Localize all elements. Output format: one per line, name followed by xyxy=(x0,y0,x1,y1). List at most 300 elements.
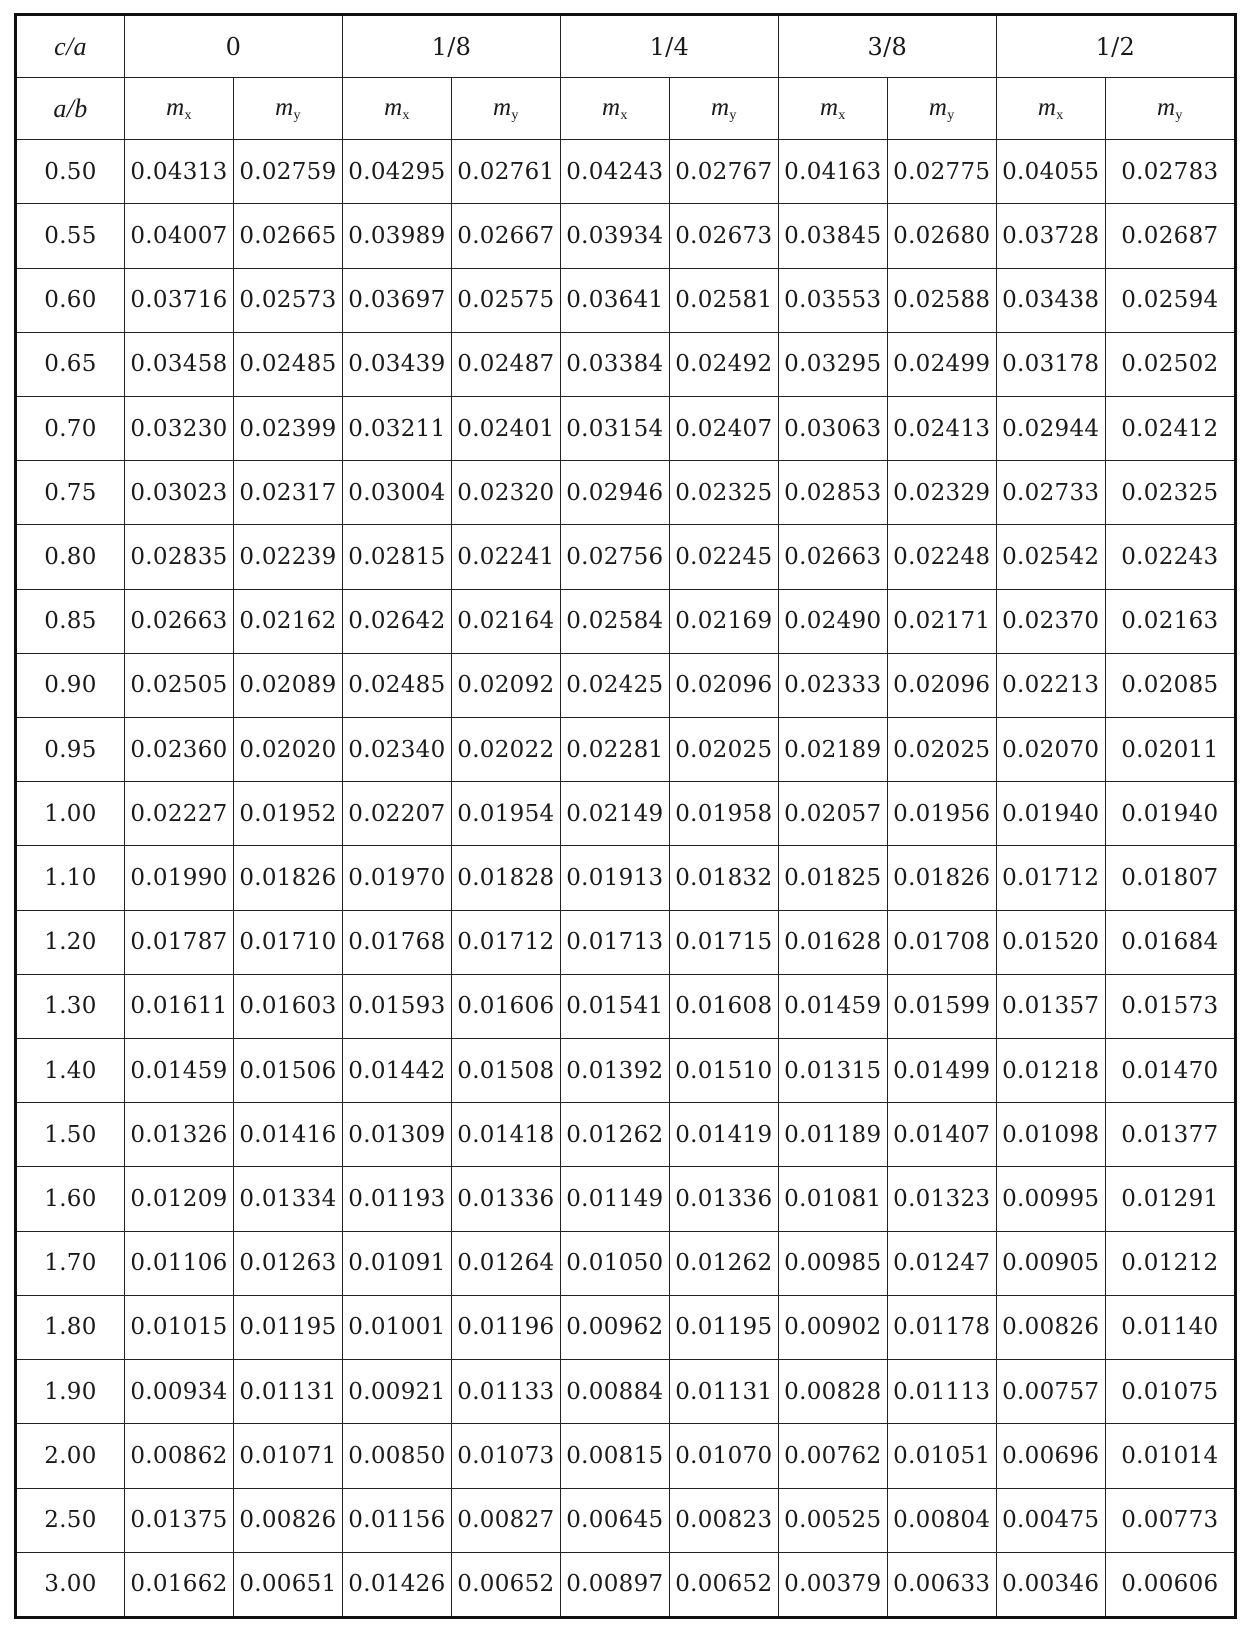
cell-mx: 0.03716 xyxy=(124,268,233,332)
cell-my: 0.01263 xyxy=(233,1231,342,1295)
cell-my: 0.01419 xyxy=(669,1103,778,1167)
cell-my: 0.02499 xyxy=(887,332,996,396)
cell-mx: 0.03004 xyxy=(342,461,451,525)
moment-axis-subscript: x xyxy=(620,107,628,123)
row-ratio-ab: 0.95 xyxy=(16,718,125,782)
cell-mx: 0.03295 xyxy=(778,332,887,396)
cell-my: 0.02325 xyxy=(669,461,778,525)
cell-my: 0.02248 xyxy=(887,525,996,589)
cell-my: 0.02329 xyxy=(887,461,996,525)
cell-mx: 0.02663 xyxy=(778,525,887,589)
moment-axis-subscript: x xyxy=(838,107,846,123)
header-my xyxy=(887,78,996,140)
cell-mx: 0.00850 xyxy=(342,1424,451,1488)
row-ratio-ab: 0.80 xyxy=(16,525,125,589)
cell-mx: 0.00757 xyxy=(996,1360,1105,1424)
cell-mx: 0.01375 xyxy=(124,1488,233,1552)
cell-my: 0.02171 xyxy=(887,589,996,653)
cell-mx: 0.01970 xyxy=(342,846,451,910)
cell-my: 0.01506 xyxy=(233,1039,342,1103)
cell-my: 0.01608 xyxy=(669,974,778,1038)
cell-my: 0.01336 xyxy=(669,1167,778,1231)
cell-mx: 0.01189 xyxy=(778,1103,887,1167)
cell-mx: 0.01218 xyxy=(996,1039,1105,1103)
cell-mx: 0.01662 xyxy=(124,1552,233,1617)
cell-mx: 0.01309 xyxy=(342,1103,451,1167)
cell-mx: 0.01990 xyxy=(124,846,233,910)
cell-mx: 0.03458 xyxy=(124,332,233,396)
cell-my: 0.00773 xyxy=(1105,1488,1235,1552)
table-row xyxy=(16,846,1236,910)
cell-my: 0.02169 xyxy=(669,589,778,653)
cell-my: 0.01708 xyxy=(887,910,996,974)
row-ratio-ab: 0.90 xyxy=(16,653,125,717)
cell-my: 0.02588 xyxy=(887,268,996,332)
cell-mx: 0.01098 xyxy=(996,1103,1105,1167)
cell-my: 0.01178 xyxy=(887,1295,996,1359)
cell-my: 0.02413 xyxy=(887,397,996,461)
cell-mx: 0.02425 xyxy=(560,653,669,717)
table-row xyxy=(16,140,1236,204)
cell-my: 0.02412 xyxy=(1105,397,1235,461)
cell-my: 0.01262 xyxy=(669,1231,778,1295)
cell-my: 0.01684 xyxy=(1105,910,1235,974)
cell-mx: 0.03178 xyxy=(996,332,1105,396)
row-ratio-ab: 3.00 xyxy=(16,1552,125,1617)
table-row xyxy=(16,1103,1236,1167)
moment-symbol: m xyxy=(928,93,948,121)
cell-mx: 0.00985 xyxy=(778,1231,887,1295)
cell-my: 0.01826 xyxy=(233,846,342,910)
cell-my: 0.02573 xyxy=(233,268,342,332)
table-row xyxy=(16,910,1236,974)
cell-my: 0.01264 xyxy=(451,1231,560,1295)
cell-my: 0.00606 xyxy=(1105,1552,1235,1617)
moment-axis-subscript: y xyxy=(947,107,955,123)
row-ratio-ab: 0.50 xyxy=(16,140,125,204)
cell-my: 0.01291 xyxy=(1105,1167,1235,1231)
cell-mx: 0.02584 xyxy=(560,589,669,653)
cell-my: 0.02487 xyxy=(451,332,560,396)
moment-symbol: m xyxy=(166,93,185,121)
cell-my: 0.02092 xyxy=(451,653,560,717)
cell-mx: 0.01262 xyxy=(560,1103,669,1167)
cell-mx: 0.03728 xyxy=(996,204,1105,268)
cell-my: 0.02581 xyxy=(669,268,778,332)
cell-mx: 0.01326 xyxy=(124,1103,233,1167)
cell-mx: 0.02663 xyxy=(124,589,233,653)
cell-my: 0.01212 xyxy=(1105,1231,1235,1295)
moment-axis-subscript: x xyxy=(402,107,410,123)
header-group-1-8: 1/8 xyxy=(342,15,560,78)
header-row-ratio-ca xyxy=(16,15,1236,78)
cell-mx: 0.00762 xyxy=(778,1424,887,1488)
cell-mx: 0.02281 xyxy=(560,718,669,782)
cell-my: 0.01131 xyxy=(233,1360,342,1424)
cell-mx: 0.03063 xyxy=(778,397,887,461)
cell-my: 0.02673 xyxy=(669,204,778,268)
cell-mx: 0.04055 xyxy=(996,140,1105,204)
cell-my: 0.00804 xyxy=(887,1488,996,1552)
cell-my: 0.02317 xyxy=(233,461,342,525)
table-row xyxy=(16,461,1236,525)
moment-coefficient-table xyxy=(14,13,1237,1619)
cell-mx: 0.03211 xyxy=(342,397,451,461)
cell-my: 0.01828 xyxy=(451,846,560,910)
cell-mx: 0.01315 xyxy=(778,1039,887,1103)
cell-my: 0.01133 xyxy=(451,1360,560,1424)
table-row xyxy=(16,782,1236,846)
table-row xyxy=(16,653,1236,717)
cell-mx: 0.00862 xyxy=(124,1424,233,1488)
header-group-1-2: 1/2 xyxy=(996,15,1235,78)
row-ratio-ab: 1.10 xyxy=(16,846,125,910)
row-ratio-ab: 0.70 xyxy=(16,397,125,461)
cell-mx: 0.03154 xyxy=(560,397,669,461)
cell-my: 0.01499 xyxy=(887,1039,996,1103)
cell-my: 0.02485 xyxy=(233,332,342,396)
cell-my: 0.02096 xyxy=(887,653,996,717)
row-ratio-ab: 1.70 xyxy=(16,1231,125,1295)
table-row xyxy=(16,332,1236,396)
cell-my: 0.01070 xyxy=(669,1424,778,1488)
header-ca: c/a xyxy=(16,15,125,78)
cell-mx: 0.00826 xyxy=(996,1295,1105,1359)
cell-my: 0.01195 xyxy=(669,1295,778,1359)
cell-my: 0.01940 xyxy=(1105,782,1235,846)
cell-mx: 0.00525 xyxy=(778,1488,887,1552)
cell-mx: 0.03641 xyxy=(560,268,669,332)
cell-my: 0.02089 xyxy=(233,653,342,717)
cell-my: 0.01336 xyxy=(451,1167,560,1231)
cell-mx: 0.00921 xyxy=(342,1360,451,1424)
moment-axis-subscript: y xyxy=(1175,107,1183,123)
header-my xyxy=(1105,78,1235,140)
table-row xyxy=(16,1552,1236,1617)
row-ratio-ab: 2.50 xyxy=(16,1488,125,1552)
cell-mx: 0.04295 xyxy=(342,140,451,204)
cell-my: 0.02025 xyxy=(669,718,778,782)
cell-my: 0.01323 xyxy=(887,1167,996,1231)
cell-mx: 0.04313 xyxy=(124,140,233,204)
cell-mx: 0.01392 xyxy=(560,1039,669,1103)
cell-mx: 0.01091 xyxy=(342,1231,451,1295)
cell-my: 0.02096 xyxy=(669,653,778,717)
cell-mx: 0.02505 xyxy=(124,653,233,717)
cell-mx: 0.03553 xyxy=(778,268,887,332)
cell-mx: 0.01520 xyxy=(996,910,1105,974)
cell-mx: 0.01913 xyxy=(560,846,669,910)
cell-my: 0.01573 xyxy=(1105,974,1235,1038)
cell-my: 0.02245 xyxy=(669,525,778,589)
header-mx xyxy=(996,78,1105,140)
row-ratio-ab: 0.65 xyxy=(16,332,125,396)
cell-mx: 0.02490 xyxy=(778,589,887,653)
cell-my: 0.01710 xyxy=(233,910,342,974)
cell-my: 0.02241 xyxy=(451,525,560,589)
cell-my: 0.01195 xyxy=(233,1295,342,1359)
cell-mx: 0.00905 xyxy=(996,1231,1105,1295)
cell-my: 0.02687 xyxy=(1105,204,1235,268)
cell-mx: 0.01541 xyxy=(560,974,669,1038)
cell-mx: 0.02733 xyxy=(996,461,1105,525)
row-ratio-ab: 1.20 xyxy=(16,910,125,974)
cell-my: 0.02401 xyxy=(451,397,560,461)
cell-my: 0.01334 xyxy=(233,1167,342,1231)
cell-mx: 0.01357 xyxy=(996,974,1105,1038)
cell-mx: 0.02149 xyxy=(560,782,669,846)
table-row xyxy=(16,1424,1236,1488)
table-row xyxy=(16,1360,1236,1424)
moment-symbol: m xyxy=(710,93,730,121)
table-row xyxy=(16,1488,1236,1552)
cell-my: 0.01196 xyxy=(451,1295,560,1359)
cell-my: 0.01051 xyxy=(887,1424,996,1488)
cell-mx: 0.02756 xyxy=(560,525,669,589)
cell-mx: 0.02815 xyxy=(342,525,451,589)
cell-my: 0.02767 xyxy=(669,140,778,204)
cell-my: 0.01247 xyxy=(887,1231,996,1295)
row-ratio-ab: 0.75 xyxy=(16,461,125,525)
cell-mx: 0.01459 xyxy=(778,974,887,1038)
cell-my: 0.02239 xyxy=(233,525,342,589)
header-my xyxy=(451,78,560,140)
cell-my: 0.02680 xyxy=(887,204,996,268)
cell-mx: 0.02189 xyxy=(778,718,887,782)
table-row xyxy=(16,1167,1236,1231)
cell-mx: 0.00902 xyxy=(778,1295,887,1359)
header-group-0: 0 xyxy=(124,15,342,78)
cell-my: 0.01416 xyxy=(233,1103,342,1167)
cell-mx: 0.01156 xyxy=(342,1488,451,1552)
moment-axis-subscript: y xyxy=(511,107,519,123)
moment-axis-subscript: x xyxy=(184,107,192,123)
cell-mx: 0.02340 xyxy=(342,718,451,782)
moment-symbol: m xyxy=(493,93,512,121)
row-ratio-ab: 1.40 xyxy=(16,1039,125,1103)
cell-mx: 0.01787 xyxy=(124,910,233,974)
cell-my: 0.02759 xyxy=(233,140,342,204)
cell-mx: 0.03439 xyxy=(342,332,451,396)
cell-mx: 0.03989 xyxy=(342,204,451,268)
cell-my: 0.02243 xyxy=(1105,525,1235,589)
cell-mx: 0.00897 xyxy=(560,1552,669,1617)
cell-mx: 0.00884 xyxy=(560,1360,669,1424)
row-ratio-ab: 1.00 xyxy=(16,782,125,846)
header-group-1-4: 1/4 xyxy=(560,15,778,78)
cell-mx: 0.03845 xyxy=(778,204,887,268)
table-row xyxy=(16,718,1236,782)
cell-my: 0.01599 xyxy=(887,974,996,1038)
cell-my: 0.02502 xyxy=(1105,332,1235,396)
table-row xyxy=(16,525,1236,589)
cell-mx: 0.01001 xyxy=(342,1295,451,1359)
cell-my: 0.02162 xyxy=(233,589,342,653)
cell-my: 0.02667 xyxy=(451,204,560,268)
cell-mx: 0.00475 xyxy=(996,1488,1105,1552)
cell-my: 0.02594 xyxy=(1105,268,1235,332)
cell-my: 0.01606 xyxy=(451,974,560,1038)
cell-mx: 0.01459 xyxy=(124,1039,233,1103)
cell-mx: 0.02853 xyxy=(778,461,887,525)
cell-mx: 0.03384 xyxy=(560,332,669,396)
cell-my: 0.00651 xyxy=(233,1552,342,1617)
moment-axis-subscript: y xyxy=(729,107,737,123)
cell-mx: 0.01628 xyxy=(778,910,887,974)
cell-my: 0.02164 xyxy=(451,589,560,653)
cell-mx: 0.00995 xyxy=(996,1167,1105,1231)
row-ratio-ab: 1.60 xyxy=(16,1167,125,1231)
cell-mx: 0.02207 xyxy=(342,782,451,846)
cell-mx: 0.01209 xyxy=(124,1167,233,1231)
cell-mx: 0.01149 xyxy=(560,1167,669,1231)
table-row xyxy=(16,1039,1236,1103)
cell-mx: 0.03934 xyxy=(560,204,669,268)
cell-my: 0.01958 xyxy=(669,782,778,846)
cell-mx: 0.02946 xyxy=(560,461,669,525)
cell-my: 0.02783 xyxy=(1105,140,1235,204)
cell-mx: 0.02485 xyxy=(342,653,451,717)
table-row xyxy=(16,974,1236,1038)
cell-my: 0.02407 xyxy=(669,397,778,461)
cell-my: 0.01603 xyxy=(233,974,342,1038)
header-mx xyxy=(124,78,233,140)
cell-mx: 0.01426 xyxy=(342,1552,451,1617)
cell-mx: 0.03438 xyxy=(996,268,1105,332)
cell-mx: 0.00934 xyxy=(124,1360,233,1424)
cell-mx: 0.01593 xyxy=(342,974,451,1038)
row-ratio-ab: 2.00 xyxy=(16,1424,125,1488)
cell-my: 0.02575 xyxy=(451,268,560,332)
cell-mx: 0.03230 xyxy=(124,397,233,461)
cell-my: 0.02163 xyxy=(1105,589,1235,653)
table-row xyxy=(16,1231,1236,1295)
table-row xyxy=(16,589,1236,653)
cell-my: 0.02761 xyxy=(451,140,560,204)
row-ratio-ab: 0.55 xyxy=(16,204,125,268)
table-row xyxy=(16,268,1236,332)
cell-mx: 0.00828 xyxy=(778,1360,887,1424)
cell-mx: 0.00346 xyxy=(996,1552,1105,1617)
cell-mx: 0.02227 xyxy=(124,782,233,846)
cell-mx: 0.01050 xyxy=(560,1231,669,1295)
cell-mx: 0.02944 xyxy=(996,397,1105,461)
cell-mx: 0.03023 xyxy=(124,461,233,525)
cell-mx: 0.02360 xyxy=(124,718,233,782)
row-ratio-ab: 1.50 xyxy=(16,1103,125,1167)
cell-my: 0.02011 xyxy=(1105,718,1235,782)
cell-my: 0.00827 xyxy=(451,1488,560,1552)
cell-my: 0.01956 xyxy=(887,782,996,846)
cell-mx: 0.04007 xyxy=(124,204,233,268)
cell-mx: 0.00815 xyxy=(560,1424,669,1488)
row-ratio-ab: 0.85 xyxy=(16,589,125,653)
cell-mx: 0.01106 xyxy=(124,1231,233,1295)
cell-mx: 0.00379 xyxy=(778,1552,887,1617)
cell-my: 0.02665 xyxy=(233,204,342,268)
cell-mx: 0.01442 xyxy=(342,1039,451,1103)
cell-my: 0.01014 xyxy=(1105,1424,1235,1488)
header-my xyxy=(669,78,778,140)
cell-mx: 0.00645 xyxy=(560,1488,669,1552)
cell-mx: 0.01081 xyxy=(778,1167,887,1231)
moment-axis-subscript: x xyxy=(1056,107,1064,123)
cell-my: 0.01418 xyxy=(451,1103,560,1167)
cell-mx: 0.02542 xyxy=(996,525,1105,589)
header-mx xyxy=(560,78,669,140)
moment-symbol: m xyxy=(384,93,403,121)
cell-my: 0.00652 xyxy=(451,1552,560,1617)
cell-my: 0.00823 xyxy=(669,1488,778,1552)
cell-mx: 0.01712 xyxy=(996,846,1105,910)
cell-my: 0.02325 xyxy=(1105,461,1235,525)
cell-mx: 0.02642 xyxy=(342,589,451,653)
cell-mx: 0.01015 xyxy=(124,1295,233,1359)
cell-mx: 0.01193 xyxy=(342,1167,451,1231)
cell-my: 0.01470 xyxy=(1105,1039,1235,1103)
cell-my: 0.01832 xyxy=(669,846,778,910)
header-row-ratio-ab xyxy=(16,78,1236,140)
header-mx xyxy=(778,78,887,140)
header-ab: a/b xyxy=(16,78,125,140)
cell-my: 0.01952 xyxy=(233,782,342,846)
cell-mx: 0.04163 xyxy=(778,140,887,204)
row-ratio-ab: 1.30 xyxy=(16,974,125,1038)
cell-my: 0.02085 xyxy=(1105,653,1235,717)
cell-mx: 0.02835 xyxy=(124,525,233,589)
table-row xyxy=(16,397,1236,461)
cell-my: 0.01073 xyxy=(451,1424,560,1488)
cell-my: 0.02025 xyxy=(887,718,996,782)
cell-my: 0.01407 xyxy=(887,1103,996,1167)
cell-my: 0.01131 xyxy=(669,1360,778,1424)
moment-symbol: m xyxy=(1157,93,1176,121)
cell-my: 0.01113 xyxy=(887,1360,996,1424)
cell-mx: 0.01825 xyxy=(778,846,887,910)
cell-my: 0.01377 xyxy=(1105,1103,1235,1167)
cell-mx: 0.04243 xyxy=(560,140,669,204)
cell-my: 0.02775 xyxy=(887,140,996,204)
moment-symbol: m xyxy=(1037,93,1057,121)
cell-mx: 0.00962 xyxy=(560,1295,669,1359)
moment-symbol: m xyxy=(275,93,294,121)
cell-my: 0.01954 xyxy=(451,782,560,846)
cell-mx: 0.03697 xyxy=(342,268,451,332)
cell-my: 0.00633 xyxy=(887,1552,996,1617)
table-row xyxy=(16,1295,1236,1359)
cell-my: 0.00652 xyxy=(669,1552,778,1617)
cell-mx: 0.02213 xyxy=(996,653,1105,717)
cell-my: 0.01510 xyxy=(669,1039,778,1103)
row-ratio-ab: 1.90 xyxy=(16,1360,125,1424)
row-ratio-ab: 1.80 xyxy=(16,1295,125,1359)
cell-my: 0.01071 xyxy=(233,1424,342,1488)
cell-my: 0.01807 xyxy=(1105,846,1235,910)
moment-symbol: m xyxy=(819,93,839,121)
cell-mx: 0.00696 xyxy=(996,1424,1105,1488)
cell-mx: 0.01768 xyxy=(342,910,451,974)
cell-my: 0.02399 xyxy=(233,397,342,461)
row-ratio-ab: 0.60 xyxy=(16,268,125,332)
cell-my: 0.02492 xyxy=(669,332,778,396)
moment-axis-subscript: y xyxy=(293,107,301,123)
table-row xyxy=(16,204,1236,268)
cell-mx: 0.01713 xyxy=(560,910,669,974)
header-my xyxy=(233,78,342,140)
cell-mx: 0.02333 xyxy=(778,653,887,717)
cell-my: 0.01140 xyxy=(1105,1295,1235,1359)
cell-my: 0.01715 xyxy=(669,910,778,974)
